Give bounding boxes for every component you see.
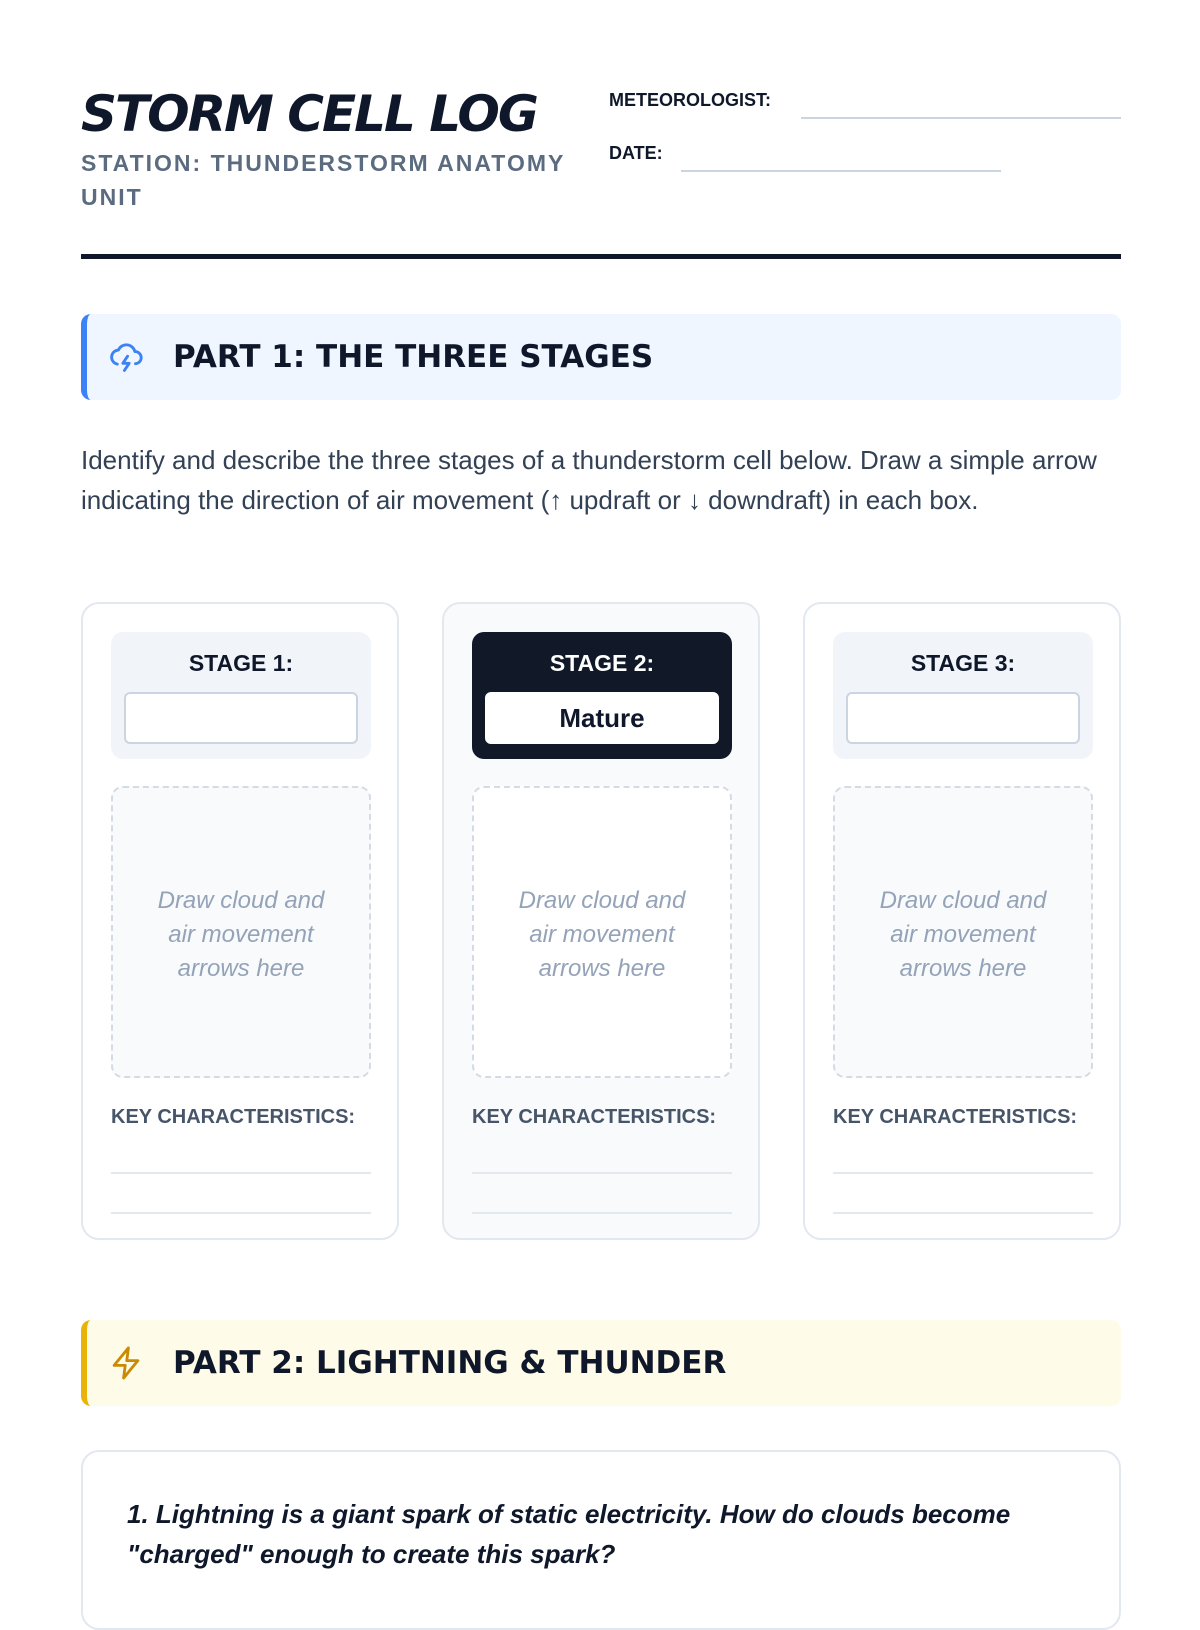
stage-label: STAGE 3: <box>910 650 1016 676</box>
characteristics-line[interactable] <box>111 1212 371 1214</box>
stage-name-input[interactable]: Mature <box>485 692 719 744</box>
characteristics-label: KEY CHARACTERISTICS: <box>472 1106 717 1128</box>
characteristics-label: KEY CHARACTERISTICS: <box>111 1106 356 1128</box>
header-divider <box>81 254 1121 259</box>
characteristics-line[interactable] <box>833 1212 1093 1214</box>
part2-heading <box>81 1320 1121 1406</box>
meteorologist-label: METEOROLOGIST: <box>609 90 771 110</box>
stage-card-3 <box>803 602 1121 1240</box>
part1-heading <box>81 314 1121 400</box>
storm-cloud-icon <box>107 338 145 376</box>
drawing-area[interactable] <box>833 786 1093 1078</box>
stage-name-box <box>472 632 732 759</box>
stage-name-box <box>833 632 1093 759</box>
meteorologist-field[interactable] <box>801 117 1121 119</box>
question-text: 1. Lightning is a giant spark of static electricity. How do clouds become "charged" enough to create this spark? <box>127 1499 1011 1569</box>
part2-title: PART 2: LIGHTNING & THUNDER <box>173 1345 727 1381</box>
stage-name-input[interactable] <box>846 692 1080 744</box>
stage-card-1 <box>81 602 399 1240</box>
stage-name-box <box>111 632 371 759</box>
characteristics-line[interactable] <box>833 1172 1093 1174</box>
stage-card-2 <box>442 602 760 1240</box>
date-field[interactable] <box>681 170 1001 172</box>
stage-label: STAGE 1: <box>188 650 294 676</box>
drawing-hint: Draw cloud and air movement arrows here <box>879 887 1047 982</box>
drawing-area[interactable] <box>111 786 371 1078</box>
stage-name-input[interactable] <box>124 692 358 744</box>
question-card-1 <box>81 1450 1121 1630</box>
station-subtitle: STATION: THUNDERSTORM ANATOMY UNIT <box>81 150 565 210</box>
part1-instructions: Identify and describe the three stages of a thunderstorm cell below. Draw a simple arrow indicating the direction of air movement (↑ updraft or ↓ downdraft) in each box. <box>81 445 1097 515</box>
drawing-hint: Draw cloud and air movement arrows here <box>518 887 686 982</box>
characteristics-line[interactable] <box>472 1212 732 1214</box>
worksheet-title: STORM CELL LOG <box>81 85 537 143</box>
lightning-bolt-icon <box>107 1344 145 1382</box>
characteristics-line[interactable] <box>111 1172 371 1174</box>
date-label: DATE: <box>609 143 663 163</box>
part1-title: PART 1: THE THREE STAGES <box>173 339 654 375</box>
drawing-area[interactable] <box>472 786 732 1078</box>
characteristics-line[interactable] <box>472 1172 732 1174</box>
stage-label: STAGE 2: <box>549 650 655 676</box>
characteristics-label: KEY CHARACTERISTICS: <box>833 1106 1078 1128</box>
drawing-hint: Draw cloud and air movement arrows here <box>157 887 325 982</box>
